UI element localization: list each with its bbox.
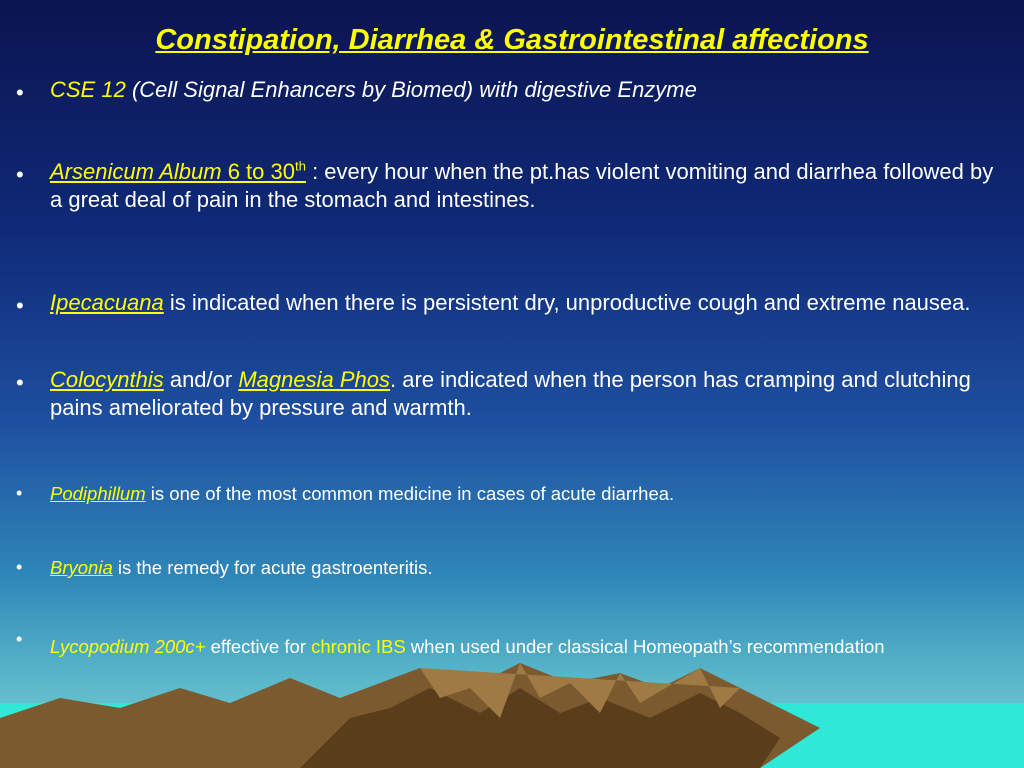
highlight-text: chronic IBS xyxy=(311,636,406,657)
remedy-name: Ipecacuana xyxy=(50,290,164,315)
remedy-name: Bryonia xyxy=(50,557,113,578)
remedy-name: Colocynthis xyxy=(50,367,164,392)
list-item-7 xyxy=(50,626,1010,669)
remedy-name-2: Magnesia Phos xyxy=(238,367,390,392)
bullet-3: • xyxy=(16,293,24,318)
list-item-1 xyxy=(50,76,1000,104)
item-text: : every hour when the pt.has violent vomiting and diarrhea followed by a great deal of pain in the stomach and intestines. xyxy=(50,159,994,212)
list-item-6 xyxy=(50,556,1000,579)
item-text: is the remedy for acute gastroenteritis. xyxy=(112,557,433,578)
bullet-6: • xyxy=(16,557,23,577)
dose-superscript: th xyxy=(294,158,306,174)
remedy-name: Arsenicum Album xyxy=(50,159,222,184)
bullet-5: • xyxy=(16,483,23,503)
mountain-landscape-image xyxy=(0,658,1024,768)
item-text: is one of the most common medicine in cases of acute diarrhea. xyxy=(145,483,675,504)
bullet-1: • xyxy=(16,80,24,105)
remedy-name: Lycopodium 200c+ xyxy=(50,636,206,657)
list-item-2 xyxy=(50,158,1010,214)
item-text: is indicated when there is persistent dry, unproductive cough and extreme nausea. xyxy=(163,290,971,315)
remedy-name: Podiphillum xyxy=(50,483,146,504)
item-text: (Cell Signal Enhancers by Biomed) with digestive Enzyme xyxy=(125,77,697,102)
list-item-4 xyxy=(50,366,1000,422)
item-connector: and/or xyxy=(163,367,239,392)
item-text: . are indicated when the person has cramping and clutching pains ameliorated by pressure and warmth. xyxy=(50,367,971,420)
remedy-name: CSE 12 xyxy=(50,77,126,102)
list-item-5 xyxy=(50,482,1000,505)
bullet-7: • xyxy=(16,629,23,649)
list-item-3 xyxy=(50,289,1000,317)
bullet-4: • xyxy=(16,370,24,395)
bullet-2: • xyxy=(16,162,24,187)
dose: 6 to 30 xyxy=(221,159,295,184)
item-text: when used under classical Homeopath’s recommendation xyxy=(405,636,885,657)
slide-title: Constipation, Diarrhea & Gastrointestinal affections xyxy=(155,24,869,56)
item-connector: effective for xyxy=(205,636,312,657)
